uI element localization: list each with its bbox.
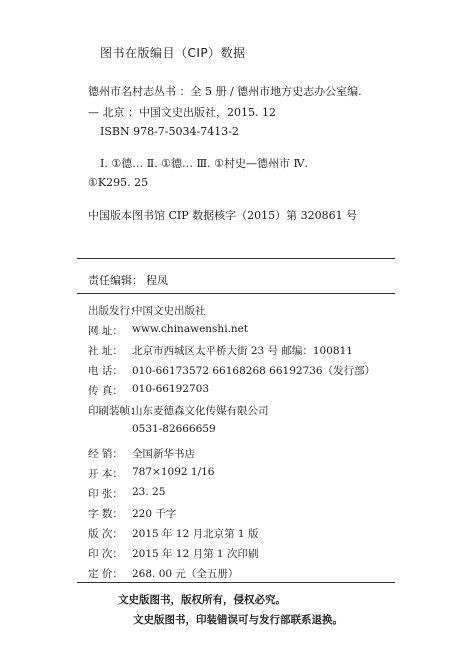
copyright-page: 图书在版编目（CIP）数据 德州市名村志丛书 ：全 5 册 / 德州市地方史志办公室编. — 北京 ：中国文史出版社，2015. 12 ISBN 978-7-5034-7413-2 Ⅰ. ①德… Ⅱ. ①德… Ⅲ. ①村史—德州市 Ⅳ. ①K295. 25 中国版本图书馆 CIP 数据核字（2015）第 320861 号 责任编辑： 程凤 出版发行： 中国文史出版社 网 址： www.chinawenshi.net 社 址： 北京市西城区太平桥大街 23 号 邮编：100811 电 话： 010-66173572 66168268 66192736（发行部） 传 真： 010-66192703 印刷装帧： 山东麦德森文化传媒有限公司 0531-82666659 经 销： 全国新华书店 开 本： 787×1092 1/16 印 张： 23. 25 字 数： 220 千字 版 次： 2015 年 12 月北京第 1 版 印 次： 2015 年 12 月第 1 次印刷 定 价： 268. 00 元（全五册） 文史版图书，版权所有，侵权必究。 文史版图书，印装错误可与发行部联系退换。 (0, 0, 450, 656)
cip-publisher-line: — 北京 ：中国文史出版社，2015. 12 (88, 106, 276, 119)
editor-label: 责任编辑： (88, 274, 143, 287)
divider-top (77, 258, 395, 259)
divider-bottom (77, 582, 395, 583)
divider-middle (77, 293, 395, 294)
cip-title: 图书在版编目（CIP）数据 (100, 46, 246, 60)
return-policy-notice: 文史版图书，印装错误可与发行部联系退换。 (133, 614, 343, 626)
editor-name: 程凤 (146, 274, 168, 287)
cip-record-number: 中国版本图书馆 CIP 数据核字（2015）第 320861 号 (88, 209, 358, 222)
cip-isbn-line: ISBN 978-7-5034-7413-2 (100, 125, 239, 138)
editor-line (88, 272, 168, 288)
cip-series-line: 德州市名村志丛书 ：全 5 册 / 德州市地方史志办公室编. (88, 85, 362, 98)
cip-classification-line: Ⅰ. ①德… Ⅱ. ①德… Ⅲ. ①村史—德州市 Ⅳ. (100, 157, 308, 170)
copyright-notice: 文史版图书，版权所有，侵权必究。 (118, 594, 286, 606)
cip-classification-code: ①K295. 25 (88, 176, 149, 189)
